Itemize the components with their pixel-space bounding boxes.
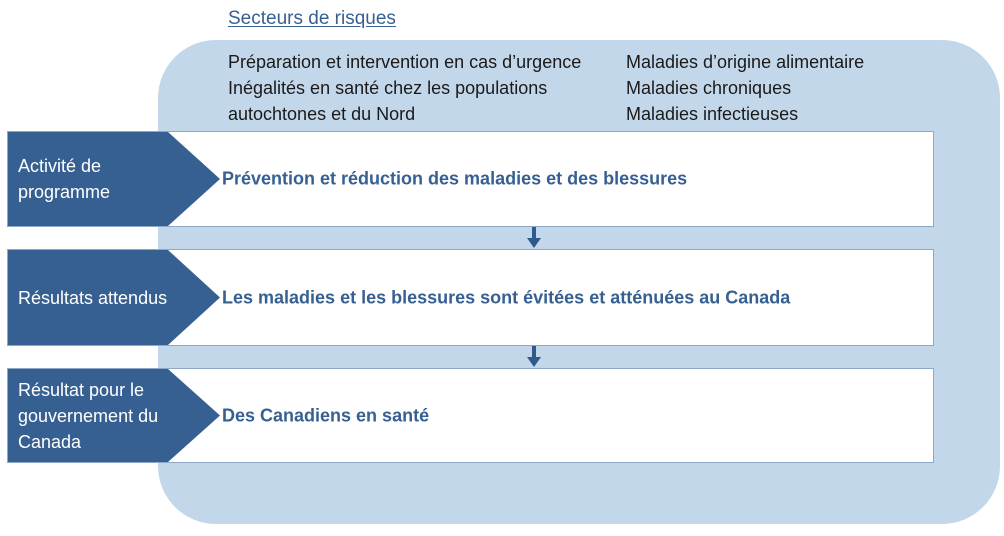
sector-item: Maladies d’origine alimentaire — [626, 52, 865, 72]
sector-item: Préparation et intervention en cas d’urgence — [228, 52, 582, 72]
down-arrow-icon — [526, 346, 542, 368]
down-arrow-icon — [526, 227, 542, 249]
row-program-activity — [7, 131, 934, 227]
row-text: Les maladies et les blessures sont évitées et atténuées au Canada — [222, 287, 791, 307]
row-label: Activité de programme — [18, 156, 111, 202]
sectors-list-left — [228, 49, 620, 127]
sectors-list-right — [626, 49, 926, 127]
row-label-shape — [8, 369, 220, 462]
row-label-shape — [8, 250, 220, 345]
row-label: Résultat pour le gouvernement du Canada — [18, 379, 159, 452]
sector-item: Inégalités en santé chez les populations autochtones et du Nord — [228, 78, 548, 124]
sector-item: Maladies chroniques — [626, 78, 792, 98]
row-label-shape — [8, 132, 220, 226]
row-label: Résultats attendus — [18, 287, 168, 308]
row-text: Des Canadiens en santé — [222, 405, 430, 425]
row-text: Prévention et réduction des maladies et des blessures — [222, 168, 688, 189]
row-expected-results — [7, 249, 934, 346]
sector-item: Maladies infectieuses — [626, 104, 799, 124]
row-government-outcome — [7, 368, 934, 463]
sectors-heading: Secteurs de risques — [228, 8, 396, 29]
